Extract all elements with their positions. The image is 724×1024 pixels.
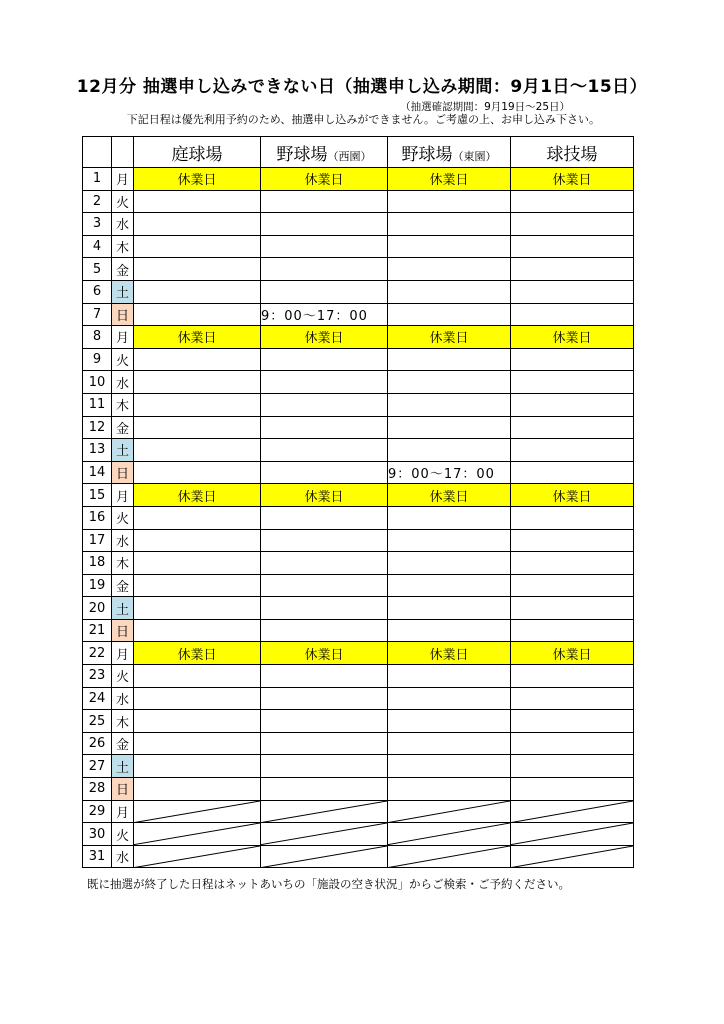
- empty-cell: [134, 393, 261, 416]
- table-row: [83, 213, 634, 236]
- reserved-time-cell: 9：00～17：00: [261, 303, 388, 326]
- empty-cell: [511, 416, 634, 439]
- day-number: 21: [83, 619, 112, 642]
- day-number: 12: [83, 416, 112, 439]
- weekday-label: 火: [112, 665, 134, 688]
- weekday-label: 木: [112, 235, 134, 258]
- empty-cell: [261, 619, 388, 642]
- empty-cell: [134, 348, 261, 371]
- header-baseball-west: [261, 137, 388, 168]
- table-row: [83, 642, 634, 665]
- empty-cell: [511, 506, 634, 529]
- empty-cell: [388, 258, 511, 281]
- closed-day-cell: 休業日: [511, 326, 634, 349]
- empty-cell: [261, 574, 388, 597]
- empty-cell: [261, 529, 388, 552]
- weekday-label: 木: [112, 552, 134, 575]
- empty-cell: [134, 732, 261, 755]
- strike-diagonal-icon: [388, 846, 510, 868]
- empty-cell: [388, 529, 511, 552]
- empty-cell: [261, 416, 388, 439]
- empty-cell: [134, 506, 261, 529]
- table-row: [83, 552, 634, 575]
- empty-cell: [511, 687, 634, 710]
- empty-cell: [511, 461, 634, 484]
- day-number: 9: [83, 348, 112, 371]
- header-weekday: [112, 137, 134, 168]
- empty-cell: [511, 213, 634, 236]
- empty-cell: [388, 687, 511, 710]
- header-baseball-east: [388, 137, 511, 168]
- column-name: 球技場: [546, 144, 598, 165]
- empty-cell: [134, 529, 261, 552]
- footer-note: 既に抽選が終了した日程はネットあいちの「施設の空き状況」からご検索・ご予約ください。: [87, 877, 570, 891]
- weekday-label: 水: [112, 371, 134, 394]
- empty-cell: [388, 303, 511, 326]
- schedule-body: [83, 168, 634, 868]
- closed-day-cell: 休業日: [511, 168, 634, 191]
- unavailable-cell: [511, 845, 634, 868]
- empty-cell: [388, 506, 511, 529]
- empty-cell: [511, 280, 634, 303]
- empty-cell: [261, 732, 388, 755]
- day-number: 3: [83, 213, 112, 236]
- unavailable-cell: [134, 845, 261, 868]
- strike-diagonal-icon: [511, 846, 633, 868]
- table-row: [83, 665, 634, 688]
- day-number: 2: [83, 190, 112, 213]
- empty-cell: [511, 619, 634, 642]
- empty-cell: [261, 687, 388, 710]
- empty-cell: [511, 303, 634, 326]
- unavailable-cell: [511, 823, 634, 846]
- empty-cell: [511, 552, 634, 575]
- empty-cell: [388, 416, 511, 439]
- empty-cell: [134, 665, 261, 688]
- closed-day-cell: 休業日: [388, 484, 511, 507]
- closed-day-cell: 休業日: [388, 326, 511, 349]
- weekday-label: 火: [112, 348, 134, 371]
- table-row: [83, 371, 634, 394]
- table-row: [83, 258, 634, 281]
- closed-day-cell: 休業日: [261, 326, 388, 349]
- notice-text: 下記日程は優先利用予約のため、抽選申し込みができません。ご考慮の上、お申し込み下さい。: [126, 113, 600, 126]
- empty-cell: [511, 755, 634, 778]
- weekday-label: 土: [112, 439, 134, 462]
- empty-cell: [261, 710, 388, 733]
- empty-cell: [134, 190, 261, 213]
- strike-diagonal-icon: [261, 846, 387, 868]
- strike-diagonal-icon: [388, 823, 510, 845]
- day-number: 6: [83, 280, 112, 303]
- empty-cell: [511, 574, 634, 597]
- strike-diagonal-icon: [134, 823, 260, 845]
- weekday-label: 土: [112, 280, 134, 303]
- closed-day-cell: 休業日: [134, 168, 261, 191]
- unavailable-cell: [134, 800, 261, 823]
- closed-day-cell: 休業日: [388, 168, 511, 191]
- unavailable-cell: [511, 800, 634, 823]
- table-row: [83, 484, 634, 507]
- strike-diagonal-icon: [134, 801, 260, 823]
- empty-cell: [511, 371, 634, 394]
- column-name: 庭球場: [171, 144, 223, 165]
- empty-cell: [134, 280, 261, 303]
- empty-cell: [388, 619, 511, 642]
- empty-cell: [261, 371, 388, 394]
- strike-diagonal-icon: [261, 823, 387, 845]
- schedule-table: [82, 136, 634, 868]
- closed-day-cell: 休業日: [261, 484, 388, 507]
- empty-cell: [511, 710, 634, 733]
- empty-cell: [511, 258, 634, 281]
- table-row: [83, 461, 634, 484]
- empty-cell: [511, 529, 634, 552]
- weekday-label: 火: [112, 823, 134, 846]
- weekday-label: 月: [112, 484, 134, 507]
- empty-cell: [511, 439, 634, 462]
- strike-diagonal-icon: [261, 801, 387, 823]
- day-number: 24: [83, 687, 112, 710]
- empty-cell: [134, 439, 261, 462]
- empty-cell: [134, 755, 261, 778]
- table-row: [83, 529, 634, 552]
- empty-cell: [511, 235, 634, 258]
- weekday-label: 金: [112, 416, 134, 439]
- unavailable-cell: [261, 800, 388, 823]
- weekday-label: 水: [112, 529, 134, 552]
- empty-cell: [261, 213, 388, 236]
- empty-cell: [388, 665, 511, 688]
- weekday-label: 金: [112, 574, 134, 597]
- table-row: [83, 778, 634, 801]
- day-number: 28: [83, 778, 112, 801]
- day-number: 31: [83, 845, 112, 868]
- table-row: [83, 845, 634, 868]
- empty-cell: [134, 461, 261, 484]
- empty-cell: [134, 574, 261, 597]
- empty-cell: [261, 258, 388, 281]
- unavailable-cell: [261, 845, 388, 868]
- table-row: [83, 303, 634, 326]
- day-number: 26: [83, 732, 112, 755]
- empty-cell: [388, 190, 511, 213]
- empty-cell: [388, 213, 511, 236]
- empty-cell: [511, 778, 634, 801]
- day-number: 17: [83, 529, 112, 552]
- empty-cell: [388, 755, 511, 778]
- empty-cell: [134, 213, 261, 236]
- day-number: 14: [83, 461, 112, 484]
- day-number: 11: [83, 393, 112, 416]
- empty-cell: [388, 439, 511, 462]
- day-number: 7: [83, 303, 112, 326]
- table-row: [83, 755, 634, 778]
- day-number: 22: [83, 642, 112, 665]
- empty-cell: [511, 597, 634, 620]
- strike-diagonal-icon: [388, 801, 510, 823]
- day-number: 20: [83, 597, 112, 620]
- day-number: 13: [83, 439, 112, 462]
- empty-cell: [511, 393, 634, 416]
- table-row: [83, 687, 634, 710]
- empty-cell: [261, 461, 388, 484]
- empty-cell: [261, 665, 388, 688]
- reserved-time-cell: 9：00～17：00: [388, 461, 511, 484]
- header-tennis-court: [134, 137, 261, 168]
- weekday-label: 水: [112, 845, 134, 868]
- closed-day-cell: 休業日: [134, 484, 261, 507]
- weekday-label: 水: [112, 213, 134, 236]
- day-number: 15: [83, 484, 112, 507]
- unavailable-cell: [261, 823, 388, 846]
- empty-cell: [134, 235, 261, 258]
- table-row: [83, 619, 634, 642]
- confirmation-period: （抽選確認期間：9月19日～25日）: [400, 101, 570, 113]
- weekday-label: 木: [112, 393, 134, 416]
- weekday-label: 月: [112, 168, 134, 191]
- weekday-label: 金: [112, 258, 134, 281]
- closed-day-cell: 休業日: [134, 642, 261, 665]
- table-row: [83, 506, 634, 529]
- weekday-label: 日: [112, 619, 134, 642]
- table-row: [83, 326, 634, 349]
- table-row: [83, 439, 634, 462]
- weekday-label: 土: [112, 597, 134, 620]
- closed-day-cell: 休業日: [134, 326, 261, 349]
- table-row: [83, 348, 634, 371]
- empty-cell: [261, 235, 388, 258]
- weekday-label: 日: [112, 461, 134, 484]
- empty-cell: [134, 371, 261, 394]
- day-number: 4: [83, 235, 112, 258]
- weekday-label: 木: [112, 710, 134, 733]
- table-row: [83, 168, 634, 191]
- weekday-label: 月: [112, 326, 134, 349]
- empty-cell: [134, 778, 261, 801]
- column-name: 野球場: [276, 144, 328, 165]
- header-day: [83, 137, 112, 168]
- day-number: 16: [83, 506, 112, 529]
- table-row: [83, 823, 634, 846]
- day-number: 8: [83, 326, 112, 349]
- empty-cell: [388, 280, 511, 303]
- weekday-label: 日: [112, 778, 134, 801]
- empty-cell: [388, 552, 511, 575]
- table-row: [83, 393, 634, 416]
- day-number: 18: [83, 552, 112, 575]
- empty-cell: [134, 597, 261, 620]
- closed-day-cell: 休業日: [511, 484, 634, 507]
- empty-cell: [388, 371, 511, 394]
- empty-cell: [261, 778, 388, 801]
- day-number: 27: [83, 755, 112, 778]
- weekday-label: 火: [112, 190, 134, 213]
- strike-diagonal-icon: [511, 823, 633, 845]
- weekday-label: 月: [112, 642, 134, 665]
- empty-cell: [388, 393, 511, 416]
- empty-cell: [511, 732, 634, 755]
- empty-cell: [388, 778, 511, 801]
- strike-diagonal-icon: [134, 846, 260, 868]
- empty-cell: [388, 597, 511, 620]
- empty-cell: [388, 710, 511, 733]
- empty-cell: [388, 574, 511, 597]
- table-row: [83, 280, 634, 303]
- weekday-label: 土: [112, 755, 134, 778]
- page-title: 12月分 抽選申し込みできない日（抽選申し込み期間：9月1日～15日）: [76, 77, 648, 97]
- table-row: [83, 597, 634, 620]
- unavailable-cell: [388, 845, 511, 868]
- day-number: 10: [83, 371, 112, 394]
- unavailable-cell: [388, 823, 511, 846]
- closed-day-cell: 休業日: [388, 642, 511, 665]
- empty-cell: [134, 416, 261, 439]
- strike-diagonal-icon: [511, 801, 633, 823]
- empty-cell: [134, 710, 261, 733]
- table-row: [83, 800, 634, 823]
- unavailable-cell: [134, 823, 261, 846]
- day-number: 1: [83, 168, 112, 191]
- closed-day-cell: 休業日: [511, 642, 634, 665]
- day-number: 23: [83, 665, 112, 688]
- weekday-label: 水: [112, 687, 134, 710]
- table-row: [83, 574, 634, 597]
- closed-day-cell: 休業日: [261, 642, 388, 665]
- empty-cell: [261, 348, 388, 371]
- table-row: [83, 190, 634, 213]
- empty-cell: [261, 552, 388, 575]
- weekday-label: 日: [112, 303, 134, 326]
- empty-cell: [261, 393, 388, 416]
- table-row: [83, 416, 634, 439]
- day-number: 25: [83, 710, 112, 733]
- empty-cell: [511, 665, 634, 688]
- table-row: [83, 235, 634, 258]
- day-number: 19: [83, 574, 112, 597]
- empty-cell: [261, 597, 388, 620]
- empty-cell: [511, 348, 634, 371]
- day-number: 5: [83, 258, 112, 281]
- empty-cell: [388, 348, 511, 371]
- empty-cell: [261, 190, 388, 213]
- table-row: [83, 710, 634, 733]
- empty-cell: [134, 303, 261, 326]
- table-row: [83, 732, 634, 755]
- empty-cell: [388, 235, 511, 258]
- empty-cell: [261, 439, 388, 462]
- weekday-label: 金: [112, 732, 134, 755]
- day-number: 30: [83, 823, 112, 846]
- empty-cell: [134, 258, 261, 281]
- empty-cell: [511, 190, 634, 213]
- empty-cell: [134, 552, 261, 575]
- empty-cell: [261, 755, 388, 778]
- day-number: 29: [83, 800, 112, 823]
- column-sub: （東園）: [452, 149, 497, 163]
- empty-cell: [261, 506, 388, 529]
- closed-day-cell: 休業日: [261, 168, 388, 191]
- empty-cell: [388, 732, 511, 755]
- column-name: 野球場: [401, 144, 453, 165]
- weekday-label: 火: [112, 506, 134, 529]
- empty-cell: [134, 619, 261, 642]
- unavailable-cell: [388, 800, 511, 823]
- empty-cell: [261, 280, 388, 303]
- empty-cell: [134, 687, 261, 710]
- weekday-label: 月: [112, 800, 134, 823]
- column-sub: （西園）: [327, 149, 372, 163]
- header-ball-field: [511, 137, 634, 168]
- header-row: [83, 137, 634, 168]
